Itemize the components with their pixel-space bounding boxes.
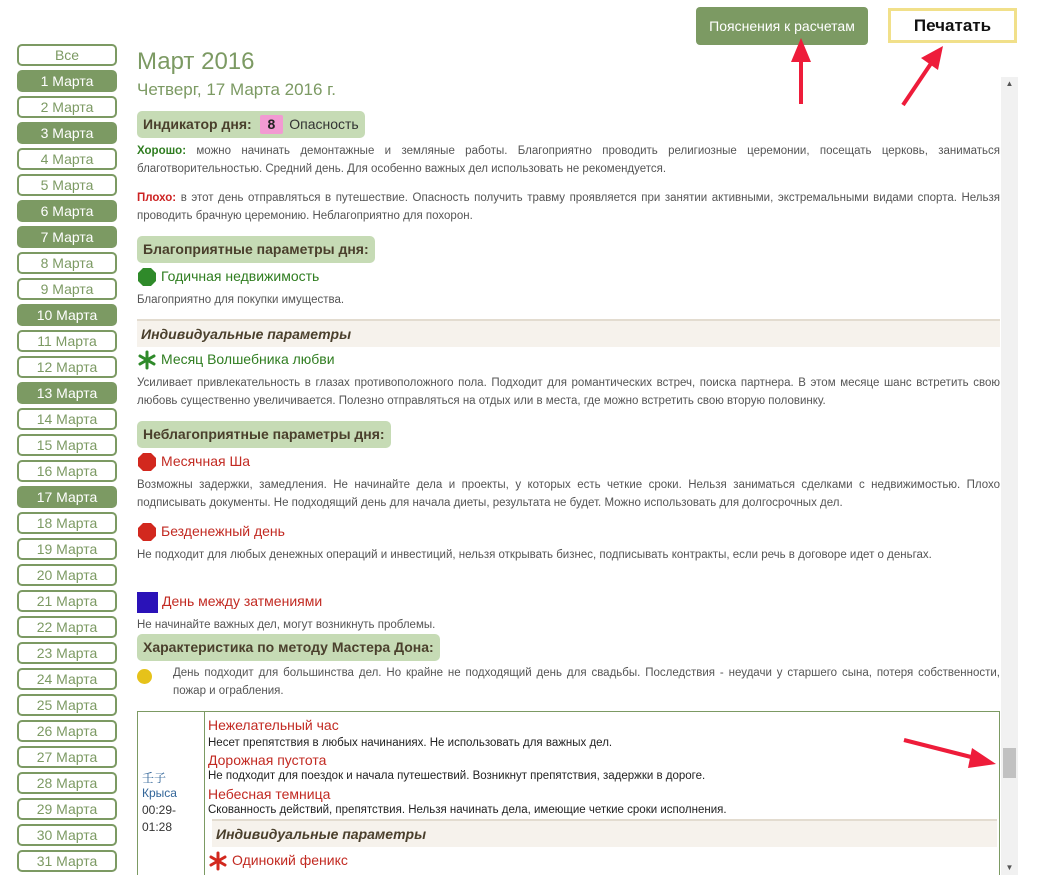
- main-scrollbar[interactable]: [1001, 77, 1018, 875]
- page-title: Март 2016: [137, 48, 255, 75]
- master-don-text: День подходит для большинства дел. Но крайне не подходящий день для свадьбы. Последствия - неудачи у старшего сына, потеря собственности, пожар и ограбления.: [173, 667, 1000, 697]
- day-button[interactable]: 17 Марта: [17, 486, 117, 508]
- green-octagon-icon: [137, 267, 157, 287]
- day-button[interactable]: 18 Марта: [17, 512, 117, 534]
- red-asterisk-icon: [208, 851, 228, 871]
- unfavorable-item: [137, 452, 250, 472]
- day-button[interactable]: 27 Марта: [17, 746, 117, 768]
- individual-item: [137, 350, 335, 370]
- hour-individual-item: [208, 851, 348, 871]
- day-button[interactable]: 14 Марта: [17, 408, 117, 430]
- date-subtitle: Четверг, 17 Марта 2016 г.: [137, 80, 337, 99]
- unfavorable-item-desc: Не подходит для любых денежных операций и инвестиций, нельзя открывать бизнес, подписывать контракты, если речь в договоре идет о деньгах.: [137, 549, 932, 561]
- favorable-item-title: Годичная недвижимость: [161, 267, 320, 284]
- unfavorable-item: [137, 522, 285, 542]
- hour-item-desc: Скованность действий, препятствия. Нельзя начинать дела, имеющие четкие сроки исполнения.: [208, 804, 727, 816]
- favorable-section-title: Благоприятные параметры дня:: [137, 236, 375, 263]
- day-sidebar: [17, 44, 117, 875]
- favorable-item-desc: Благоприятно для покупки имущества.: [137, 294, 345, 306]
- hour-individual-params-header: Индивидуальные параметры: [212, 819, 997, 847]
- day-button[interactable]: 7 Марта: [17, 226, 117, 248]
- good-paragraph: [137, 142, 1000, 178]
- scroll-up-arrow-icon[interactable]: ▲: [1005, 79, 1014, 88]
- day-button[interactable]: 1 Марта: [17, 70, 117, 92]
- indicator-label: Индикатор дня:: [143, 116, 252, 132]
- indicator-text: Опасность: [289, 116, 359, 132]
- hour-time-start: 00:29-: [142, 803, 177, 817]
- day-all-button[interactable]: Все: [17, 44, 117, 66]
- print-button[interactable]: Печатать: [888, 8, 1017, 43]
- blue-square-icon: [137, 592, 158, 613]
- day-button[interactable]: 5 Марта: [17, 174, 117, 196]
- day-button[interactable]: 25 Марта: [17, 694, 117, 716]
- hour-hieroglyph: 壬子: [142, 771, 167, 785]
- good-label: Хорошо:: [137, 145, 187, 157]
- favorable-item: [137, 267, 319, 287]
- bad-paragraph: [137, 189, 1000, 225]
- day-button[interactable]: 15 Марта: [17, 434, 117, 456]
- day-button[interactable]: 2 Марта: [17, 96, 117, 118]
- day-button[interactable]: 13 Марта: [17, 382, 117, 404]
- day-button[interactable]: 11 Марта: [17, 330, 117, 352]
- hour-item-title: Нежелательный час: [208, 717, 339, 733]
- explain-calculations-button[interactable]: Пояснения к расчетам: [696, 7, 868, 45]
- unfavorable-item-desc: Не начинайте важных дел, могут возникнуть проблемы.: [137, 619, 436, 631]
- hour-item-title: Дорожная пустота: [208, 752, 327, 768]
- unfavorable-section-title: Неблагоприятные параметры дня:: [137, 421, 391, 448]
- hour-item-desc: Несет препятствия в любых начинаниях. Не использовать для важных дел.: [208, 737, 613, 749]
- day-button[interactable]: 21 Марта: [17, 590, 117, 612]
- day-button[interactable]: 28 Марта: [17, 772, 117, 794]
- hour-item-desc: Не подходит для поездок и начала путешествий. Возникнут препятствия, задержки в дороге.: [208, 770, 706, 782]
- bad-label: Плохо:: [137, 192, 177, 204]
- main-content: [137, 44, 1000, 875]
- good-text: можно начинать демонтажные и земляные работы. Благоприятно проводить религиозные церемонии, посещать церковь, заниматься благотворительностью. Средний день. Для особенно важных дел использовать не рекомендуется.: [137, 145, 1000, 175]
- unfavorable-item-title: Месячная Ша: [161, 452, 251, 469]
- day-button[interactable]: 30 Марта: [17, 824, 117, 846]
- red-octagon-icon: [137, 522, 157, 542]
- hour-table: [137, 711, 1000, 875]
- master-don-section-title: Характеристика по методу Мастера Дона:: [137, 634, 440, 661]
- day-button[interactable]: 24 Марта: [17, 668, 117, 690]
- hour-details-cell: [208, 712, 999, 875]
- day-button[interactable]: 4 Марта: [17, 148, 117, 170]
- day-button[interactable]: 12 Марта: [17, 356, 117, 378]
- day-button[interactable]: 10 Марта: [17, 304, 117, 326]
- day-button[interactable]: 19 Марта: [17, 538, 117, 560]
- scroll-thumb[interactable]: [1003, 748, 1016, 778]
- unfavorable-item-title: День между затмениями: [162, 593, 323, 610]
- day-button[interactable]: 16 Марта: [17, 460, 117, 482]
- yellow-dot-icon: [137, 669, 152, 684]
- unfavorable-item: [137, 592, 322, 613]
- day-button[interactable]: 29 Марта: [17, 798, 117, 820]
- scroll-down-arrow-icon[interactable]: ▼: [1005, 863, 1014, 872]
- day-button[interactable]: 9 Марта: [17, 278, 117, 300]
- unfavorable-item-desc: Возможны задержки, замедления. Не начинайте дела и проекты, у которых есть четкие сроки. Нельзя заниматься сделками с недвижимостью. Плохо подписывать документы. Не подходящий день для начала диеты, результата не будет. Можно использовать для долгосрочных дел.: [137, 479, 1000, 509]
- day-button[interactable]: 23 Марта: [17, 642, 117, 664]
- green-asterisk-icon: [137, 350, 157, 370]
- day-button[interactable]: 26 Марта: [17, 720, 117, 742]
- day-button[interactable]: 3 Марта: [17, 122, 117, 144]
- hour-time-end: 01:28: [142, 820, 173, 834]
- day-button[interactable]: 6 Марта: [17, 200, 117, 222]
- hour-animal: Крыса: [142, 786, 177, 800]
- bad-text: в этот день отправляться в путешествие. Опасность получить травму проявляется при занятии активными, экстремальными видами спорта. Нельзя проводить брачную церемонию. Неблагоприятно для похорон.: [137, 192, 1000, 222]
- individual-item-desc: Усиливает привлекательность в глазах противоположного пола. Подходит для романтических встреч, поиска партнера. В этом месяце шанс встретить свою любовь существенно увеличивается. Полезно отправляться на отдых или в места, где можно встретить свою вторую половинку.: [137, 377, 1000, 407]
- hour-individual-item-title: Одинокий феникс: [232, 851, 348, 868]
- indicator-value-badge: 8: [260, 115, 284, 134]
- hour-item-title: Небесная темница: [208, 786, 331, 802]
- red-octagon-icon: [137, 452, 157, 472]
- unfavorable-item-title: Безденежный день: [161, 522, 285, 539]
- hour-info-cell: [138, 712, 205, 875]
- day-button[interactable]: 8 Марта: [17, 252, 117, 274]
- day-indicator: [137, 111, 365, 138]
- individual-params-header: Индивидуальные параметры: [137, 319, 1000, 347]
- day-button[interactable]: 20 Марта: [17, 564, 117, 586]
- day-button[interactable]: 22 Марта: [17, 616, 117, 638]
- individual-item-title: Месяц Волшебника любви: [161, 350, 335, 367]
- day-button[interactable]: 31 Марта: [17, 850, 117, 872]
